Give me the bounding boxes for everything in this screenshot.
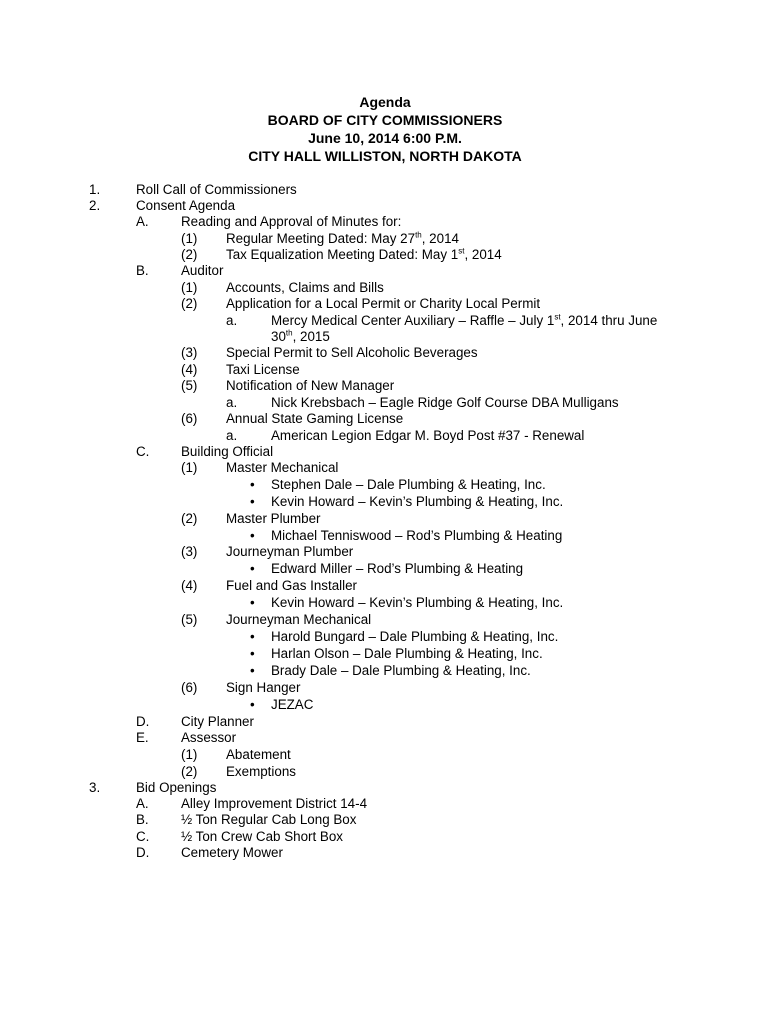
item-text: Special Permit to Sell Alcoholic Beverages — [226, 345, 478, 360]
item-sub-number: (3) — [181, 345, 198, 360]
item-text: Journeyman Plumber — [226, 544, 354, 559]
item-letter: E. — [136, 730, 149, 745]
item-text: Accounts, Claims and Bills — [226, 280, 384, 295]
item-letter: D. — [136, 845, 150, 860]
item-text: Regular Meeting Dated: May 27th, 2014 — [226, 230, 459, 246]
item-text: Bid Openings — [136, 780, 217, 795]
item-text: Assessor — [181, 730, 237, 745]
item-sub-letter: a. — [226, 395, 238, 410]
item-text: Annual State Gaming License — [226, 411, 404, 426]
item-text: Roll Call of Commissioners — [136, 182, 297, 197]
bullet-icon: • — [250, 663, 255, 678]
item-letter: D. — [136, 714, 150, 729]
item-letter: C. — [136, 444, 150, 459]
item-sub-letter: a. — [226, 313, 238, 328]
bullet-text: Brady Dale – Dale Plumbing & Heating, Inc. — [271, 663, 531, 678]
bullet-text: Edward Miller – Rod’s Plumbing & Heating — [271, 561, 524, 576]
header-location: CITY HALL WILLISTON, NORTH DAKOTA — [248, 148, 522, 164]
item-sub-number: (1) — [181, 231, 198, 246]
bullet-text: Stephen Dale – Dale Plumbing & Heating, Inc. — [271, 477, 546, 492]
item-sub-number: (4) — [181, 362, 198, 377]
item-letter: A. — [136, 796, 149, 811]
item-text: Abatement — [226, 747, 291, 762]
item-sub-letter: a. — [226, 428, 238, 443]
item-text-continued: 30th, 2015 — [271, 328, 330, 344]
item-sub-number: (5) — [181, 612, 198, 627]
bullet-icon: • — [250, 697, 255, 712]
item-sub-number: (1) — [181, 460, 198, 475]
header-board: BOARD OF CITY COMMISSIONERS — [267, 112, 503, 128]
bullet-text: Harlan Olson – Dale Plumbing & Heating, Inc. — [271, 646, 543, 661]
item-text: Exemptions — [226, 764, 296, 779]
item-text: Nick Krebsbach – Eagle Ridge Golf Course DBA Mulligans — [271, 395, 619, 410]
item-text: Mercy Medical Center Auxiliary – Raffle – July 1st, 2014 thru June — [271, 312, 658, 328]
item-letter: B. — [136, 812, 149, 827]
item-text: Journeyman Mechanical — [226, 612, 372, 627]
item-text: Tax Equalization Meeting Dated: May 1st, 2014 — [226, 246, 502, 262]
item-text: Alley Improvement District 14-4 — [181, 796, 368, 811]
agenda-header — [0, 93, 770, 165]
item-number: 2. — [89, 198, 101, 213]
item-text: Building Official — [181, 444, 274, 459]
item-sub-number: (5) — [181, 378, 198, 393]
bullet-icon: • — [250, 646, 255, 661]
item-text: Taxi License — [226, 362, 300, 377]
item-text: Fuel and Gas Installer — [226, 578, 357, 593]
item-sub-number: (2) — [181, 296, 198, 311]
item-letter: C. — [136, 829, 150, 844]
item-sub-number: (1) — [181, 747, 198, 762]
bullet-icon: • — [250, 629, 255, 644]
bullet-text: Harold Bungard – Dale Plumbing & Heating, Inc. — [271, 629, 559, 644]
item-number: 1. — [89, 182, 101, 197]
item-text: Application for a Local Permit or Charity Local Permit — [226, 296, 541, 311]
item-sub-number: (2) — [181, 511, 198, 526]
bullet-icon: • — [250, 528, 255, 543]
item-sub-number: (6) — [181, 680, 198, 695]
bullet-text: Kevin Howard – Kevin’s Plumbing & Heating, Inc. — [271, 595, 564, 610]
item-text: Cemetery Mower — [181, 845, 283, 860]
item-text: Reading and Approval of Minutes for: — [181, 214, 402, 229]
header-agenda: Agenda — [359, 94, 411, 110]
item-text: Master Plumber — [226, 511, 321, 526]
bullet-icon: • — [250, 477, 255, 492]
item-sub-number: (3) — [181, 544, 198, 559]
item-number: 3. — [89, 780, 101, 795]
bullet-icon: • — [250, 595, 255, 610]
item-text: Master Mechanical — [226, 460, 339, 475]
item-text: Auditor — [181, 263, 224, 278]
item-letter: B. — [136, 263, 149, 278]
item-sub-number: (6) — [181, 411, 198, 426]
item-text: Sign Hanger — [226, 680, 301, 695]
item-text: City Planner — [181, 714, 254, 729]
bullet-icon: • — [250, 561, 255, 576]
bullet-text: Michael Tenniswood – Rod’s Plumbing & Heating — [271, 528, 563, 543]
item-sub-number: (1) — [181, 280, 198, 295]
item-text: ½ Ton Crew Cab Short Box — [181, 829, 344, 844]
item-text: Consent Agenda — [136, 198, 236, 213]
item-letter: A. — [136, 214, 149, 229]
item-sub-number: (2) — [181, 247, 198, 262]
bullet-text: Kevin Howard – Kevin’s Plumbing & Heating, Inc. — [271, 494, 564, 509]
item-sub-number: (4) — [181, 578, 198, 593]
item-text: ½ Ton Regular Cab Long Box — [181, 812, 357, 827]
item-sub-number: (2) — [181, 764, 198, 779]
item-text: American Legion Edgar M. Boyd Post #37 - Renewal — [271, 428, 585, 443]
header-date: June 10, 2014 6:00 P.M. — [308, 130, 462, 146]
item-text: Notification of New Manager — [226, 378, 395, 393]
bullet-text: JEZAC — [271, 697, 314, 712]
bullet-icon: • — [250, 494, 255, 509]
